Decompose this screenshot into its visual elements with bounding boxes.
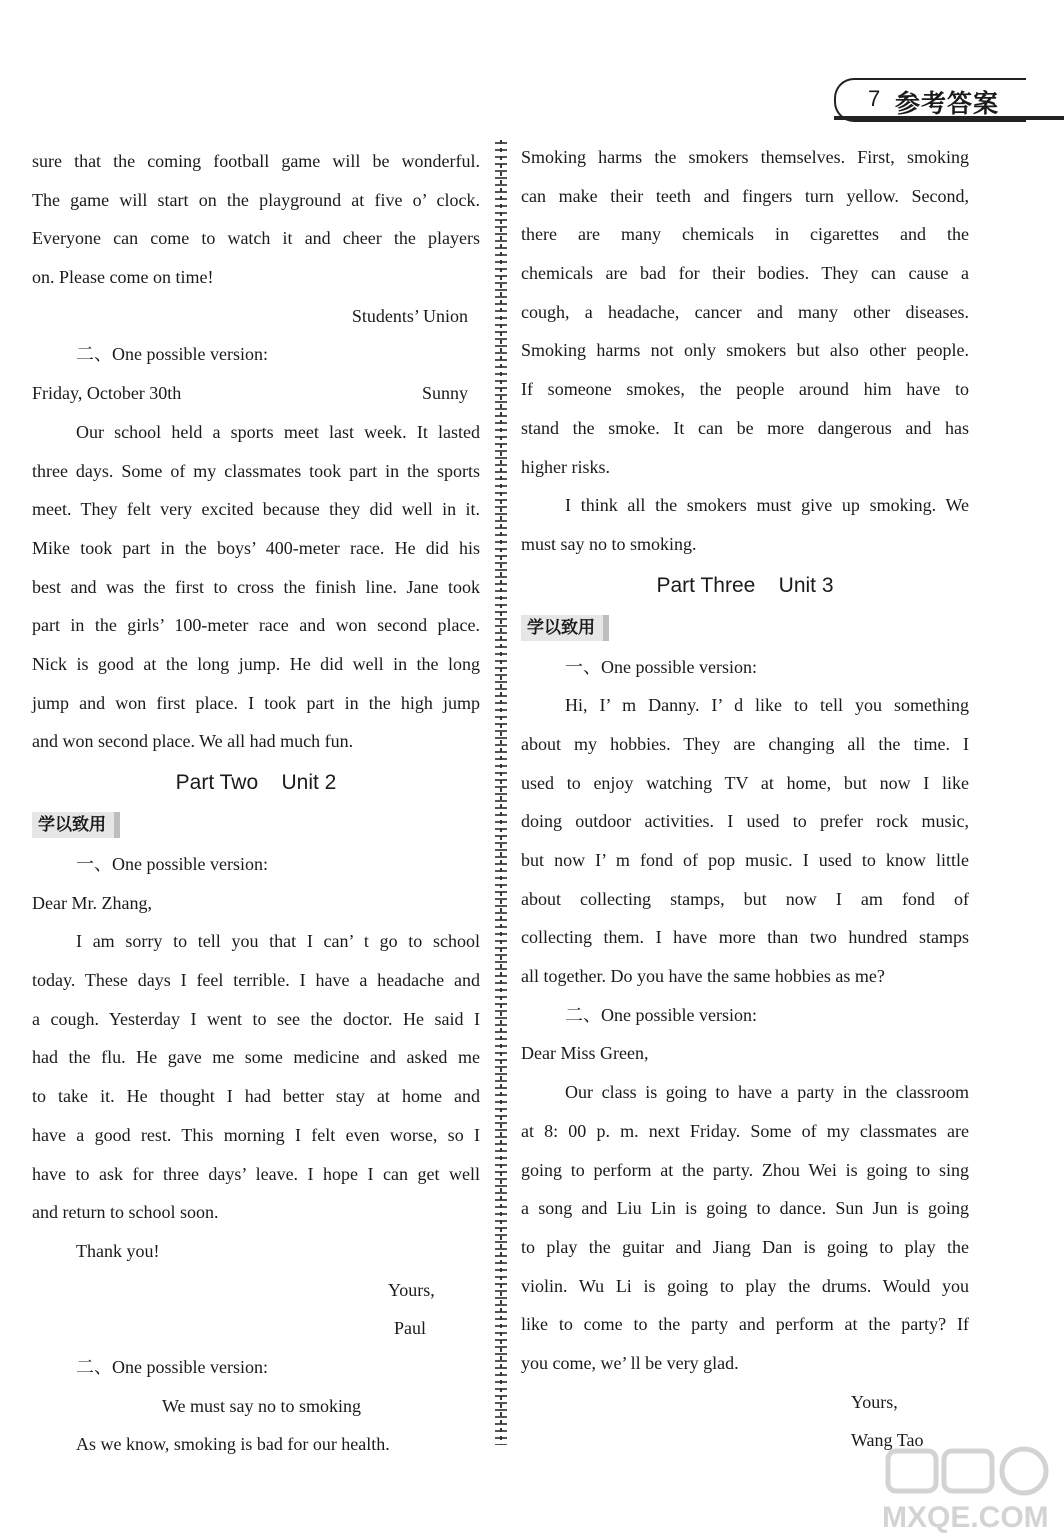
diary-weather: Sunny — [421, 383, 468, 404]
text-line: violin. Wu Li is going to play the drums. Would you — [521, 1275, 969, 1296]
practice-tag: 学以致用 — [521, 615, 609, 641]
text-line: stand the smoke. It can be more dangerous and has — [521, 417, 969, 438]
text-line: but now I’ m fond of pop music. I used to know little — [521, 850, 969, 870]
text-line: The game will start on the playground at five o’ clock. — [32, 189, 480, 210]
letter-closing: Yours, — [851, 1391, 898, 1412]
text-line: have a good rest. This morning I felt even worse, so I — [32, 1124, 480, 1145]
section-title: Part Three Unit 3 — [656, 573, 834, 597]
version-label: 一、One possible version: — [76, 854, 268, 874]
text-line: had the flu. He gave me some medicine and asked me — [32, 1047, 480, 1068]
version-label: 二、One possible version: — [565, 1004, 757, 1025]
letter-greeting: Dear Miss Green, — [521, 1043, 649, 1064]
text-line: at 8: 00 p. m. next Friday. Some of my classmates are — [521, 1120, 969, 1141]
letter-signer: Paul — [394, 1318, 427, 1339]
text-line: cough, a headache, cancer and many other diseases. — [521, 301, 969, 322]
text-line: all together. Do you have the same hobbies as me? — [521, 966, 885, 987]
watermark-text: MXQE.COM — [882, 1501, 1049, 1534]
text-line: and won second place. We all had much fun. — [32, 731, 354, 752]
right-column — [521, 138, 969, 1460]
left-column — [32, 142, 480, 1464]
page-number: 7 — [868, 86, 881, 111]
text-line: Mike took part in the boys’ 400-meter race. He did his — [32, 537, 480, 558]
text-line: I am sorry to tell you that I can’ t go to school — [76, 931, 480, 952]
tag-row — [32, 805, 480, 845]
text-line: about my hobbies. They are changing all the time. I — [521, 733, 969, 754]
text-line: If someone smokes, the people around him have to — [521, 379, 969, 400]
text-line: jump and won first place. I took part in the high jump — [32, 692, 480, 713]
text-line: Hi, I’ m Danny. I’ d like to tell you something — [565, 695, 969, 716]
text-line: Nick is good at the long jump. He did well in the long — [32, 653, 480, 674]
text-line: you come, we’ ll be very glad. — [521, 1352, 739, 1373]
version-label: 二、One possible version: — [76, 344, 268, 365]
letter-signer: Wang Tao — [851, 1430, 924, 1451]
text-line: like to come to the party and perform at the party? If — [521, 1314, 969, 1335]
text-line: going to perform at the party. Zhou Wei is going to sing — [521, 1159, 969, 1180]
text-line: Our school held a sports meet last week. It lasted — [76, 421, 480, 442]
text-line: best and was the first to cross the finish line. Jane took — [32, 576, 480, 597]
section-title: Part Two Unit 2 — [175, 771, 337, 794]
text-line: Smoking harms not only smokers but also other people. — [521, 340, 969, 361]
text-line: As we know, smoking is bad for our health. — [76, 1434, 390, 1455]
text-line: have to ask for three days’ leave. I hope I can get well — [32, 1163, 480, 1184]
text-line: part in the girls’ 100-meter race and won second place. — [32, 615, 480, 636]
version-label: 二、One possible version: — [76, 1356, 268, 1377]
text-line: on. Please come on time! — [32, 267, 214, 288]
text-line: to play the guitar and Jiang Dan is going to play the — [521, 1236, 969, 1257]
text-line: and return to school soon. — [32, 1202, 219, 1223]
text-line: must say no to smoking. — [521, 533, 697, 554]
text-line: there are many chemicals in cigarettes and the — [521, 224, 969, 245]
text-line: collecting them. I have more than two hundred stamps — [521, 927, 969, 948]
text-line: a song and Liu Lin is going to dance. Sun Jun is going — [521, 1198, 969, 1219]
text-line: used to enjoy watching TV at home, but now I like — [521, 772, 969, 793]
text-line: Our class is going to have a party in the classroom — [565, 1082, 969, 1103]
letter-thanks: Thank you! — [76, 1240, 160, 1261]
text-line: Everyone can come to watch it and cheer the players — [32, 228, 480, 249]
text-line: about collecting stamps, but now I am fond of — [521, 888, 969, 909]
column-divider — [495, 140, 507, 1445]
text-line: a cough. Yesterday I went to see the doctor. He said I — [32, 1008, 480, 1029]
practice-tag: 学以致用 — [32, 812, 120, 838]
text-line: doing outdoor activities. I used to prefer rock music, — [521, 811, 969, 832]
text-line: meet. They felt very excited because they did well in it. — [32, 499, 480, 520]
version-label: 一、One possible version: — [565, 656, 757, 677]
text-line: today. These days I feel terrible. I have a headache and — [32, 970, 480, 991]
essay-title: We must say no to smoking — [162, 1395, 362, 1416]
letter-closing: Yours, — [388, 1279, 435, 1300]
text-line: three days. Some of my classmates took part in the sports — [32, 460, 480, 481]
notice-signature: Students’ Union — [351, 305, 468, 326]
text-line: sure that the coming football game will be wonderful. — [32, 151, 480, 171]
text-line: chemicals are bad for their bodies. They can cause a — [521, 263, 969, 284]
diary-date: Friday, October 30th — [32, 383, 182, 404]
text-line: to take it. He thought I had better stay at home and — [32, 1086, 480, 1107]
text-line: Smoking harms the smokers themselves. First, smoking — [521, 147, 969, 167]
text-line: can make their teeth and fingers turn yellow. Second, — [521, 185, 969, 206]
watermark-logo — [880, 1445, 1060, 1535]
tag-row — [521, 608, 969, 648]
diary-header — [32, 374, 480, 413]
text-line: higher risks. — [521, 456, 610, 477]
letter-greeting: Dear Mr. Zhang, — [32, 892, 152, 913]
text-line: I think all the smokers must give up smoking. We — [565, 495, 969, 516]
page-header-title: 参考答案 — [895, 89, 1000, 118]
